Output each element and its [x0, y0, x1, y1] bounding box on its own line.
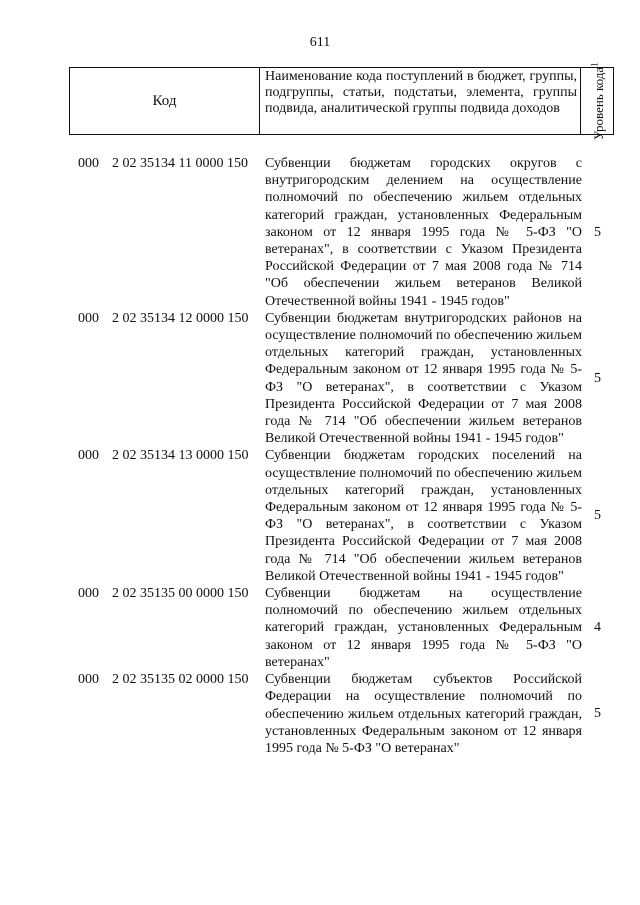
row-income-code: 2 02 35134 12 0000 150 [112, 310, 249, 326]
row-income-code: 2 02 35134 13 0000 150 [112, 448, 249, 464]
header-level-label: Уровень кода [591, 66, 607, 140]
row-level: 5 [594, 370, 601, 386]
row-org-code: 000 [78, 672, 99, 688]
table-header [69, 62, 614, 140]
row-level: 4 [594, 620, 601, 636]
table-row [0, 310, 640, 448]
header-name: Наименование кода поступлений в бюджет, группы, подгруппы, статьи, подстатьи, элемента, группы подвида, аналитической группы подвида доходов [260, 68, 581, 134]
header-level-footnote: 1 [589, 62, 600, 67]
table-body [0, 155, 640, 757]
row-level: 5 [594, 225, 601, 240]
row-org-code: 000 [78, 310, 99, 326]
row-description: Субвенции бюджетам городских округов с внутригородским делением на осуществление полномочий по обеспечению жильем отдельных категорий граждан, установленных Федеральным законом от 12 января 1995 года № 5-ФЗ "О ветеранах", в соответствии с Указом Президента Российской Федерации от 7 мая 2008 года № 714 "Об обеспечении жильем ветеранов Великой Отечественной войны 1941 - 1945 годов" [265, 156, 582, 309]
table-row [0, 671, 640, 757]
row-description: Субвенции бюджетам внутригородских районов на осуществление полномочий по обеспечению жильем отдельных категорий граждан, установленных Федеральным законом от 12 января 1995 года № 5-ФЗ "О ветеранах", в соответствии с Указом Президента Российской Федерации от 7 мая 2008 года № 714 "Об обеспечении жильем ветеранов Великой Отечественной войны 1941 - 1945 годов" [265, 310, 582, 447]
header-level-text [589, 62, 605, 140]
row-org-code: 000 [78, 448, 99, 464]
row-description: Субвенции бюджетам городских поселений на осуществление полномочий по обеспечению жильем отдельных категорий граждан, установленных Федеральным законом от 12 января 1995 года № 5-ФЗ "О ветеранах", в соответствии с Указом Президента Российской Федерации от 7 мая 2008 года № 714 "Об обеспечении жильем ветеранов Великой Отечественной войны 1941 - 1945 годов" [265, 448, 582, 584]
table-row [0, 155, 640, 310]
table-row [0, 585, 640, 671]
page-number: 611 [309, 35, 331, 50]
row-level: 5 [594, 706, 601, 722]
row-description: Субвенции бюджетам субъектов Российской Федерации на осуществление полномочий по обеспечению жильем отдельных категорий граждан, установленных Федеральным законом от 12 января 1995 года № 5-ФЗ "О ветеранах" [265, 672, 582, 756]
row-description: Субвенции бюджетам на осуществление полномочий по обеспечению жильем отдельных категорий граждан, установленных Федеральным законом от 12 января 1995 года № 5-ФЗ "О ветеранах" [265, 586, 582, 670]
table-row [0, 447, 640, 585]
row-org-code: 000 [78, 586, 99, 602]
row-org-code: 000 [78, 156, 99, 171]
row-income-code: 2 02 35135 00 0000 150 [112, 586, 249, 602]
row-level: 5 [594, 508, 601, 524]
row-income-code: 2 02 35135 02 0000 150 [112, 672, 249, 688]
row-income-code: 2 02 35134 11 0000 150 [112, 156, 248, 171]
header-level [581, 62, 613, 140]
header-code: Код [70, 68, 260, 134]
